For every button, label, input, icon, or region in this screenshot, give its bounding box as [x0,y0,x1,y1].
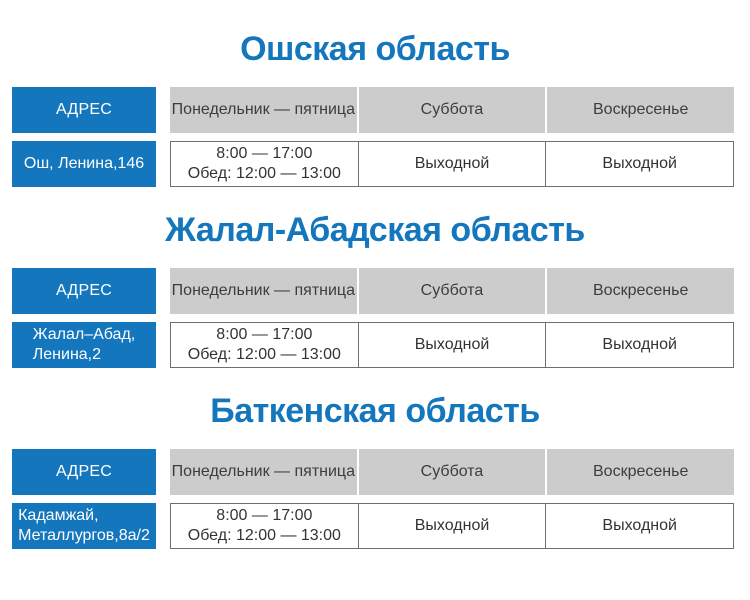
sunday-header-cell: Воскресенье [547,87,734,133]
weekday-lunch: Обед: 12:00 — 13:00 [187,165,341,183]
sunday-status-cell: Выходной [602,517,677,535]
weekday-hours-cell [171,323,359,367]
day-header-cells [170,268,734,314]
sunday-status-cell: Выходной [602,336,677,354]
address-line-2: Металлургов,8а/2 [18,527,150,545]
region-section-osh [0,30,750,187]
table-header-row [12,449,734,495]
address-line-1: Жалал–Абад, [32,326,136,344]
weekday-hours: 8:00 — 17:00 [216,507,313,525]
address-header-cell: АДРЕС [12,268,156,314]
address-line-1: Ош, Ленина,146 [23,155,145,173]
weekday-hours: 8:00 — 17:00 [216,326,313,344]
weekday-hours: 8:00 — 17:00 [216,145,313,163]
weekday-lunch: Обед: 12:00 — 13:00 [187,527,341,545]
saturday-status-cell: Выходной [359,323,547,367]
table-data-row [12,141,734,187]
weekday-lunch: Обед: 12:00 — 13:00 [187,346,341,364]
address-cell [12,322,156,368]
address-text [33,325,135,365]
address-header-cell: АДРЕС [12,87,156,133]
region-section-batken [0,392,750,549]
saturday-header-cell: Суббота [359,449,546,495]
weekday-hours-cell [171,504,359,548]
sunday-header-cell: Воскресенье [547,449,734,495]
schedule-cells [170,503,734,549]
region-section-jalal-abad [0,211,750,368]
weekdays-header-cell: Понедельник — пятница [170,268,357,314]
saturday-status-cell: Выходной [359,142,547,186]
weekdays-header-cell: Понедельник — пятница [170,449,357,495]
sunday-header-cell: Воскресенье [547,268,734,314]
saturday-status-cell: Выходной [359,504,547,548]
address-line-2: Ленина,2 [32,346,102,364]
table-header-row [12,268,734,314]
table-data-row [12,503,734,549]
column-gap [156,322,170,368]
address-text [24,154,144,174]
day-header-cells [170,87,734,133]
column-gap [156,141,170,187]
region-title: Жалал-Абадская область [165,211,585,250]
column-gap [156,449,170,495]
region-title: Ошская область [240,30,510,68]
day-header-cells [170,449,734,495]
address-line-1: Кадамжай, [18,507,99,525]
column-gap [156,268,170,314]
address-cell [12,503,156,549]
column-gap [156,503,170,549]
address-cell [12,141,156,187]
table-header-row [12,87,734,133]
table-data-row [12,322,734,368]
weekday-hours-cell [171,142,359,186]
column-gap [156,87,170,133]
address-text [18,506,150,546]
saturday-header-cell: Суббота [359,87,546,133]
sunday-status-cell: Выходной [602,155,677,173]
schedule-cells [170,322,734,368]
saturday-header-cell: Суббота [359,268,546,314]
schedule-cells [170,141,734,187]
address-header-cell: АДРЕС [12,449,156,495]
region-title: Баткенская область [210,392,540,431]
weekdays-header-cell: Понедельник — пятница [170,87,357,133]
